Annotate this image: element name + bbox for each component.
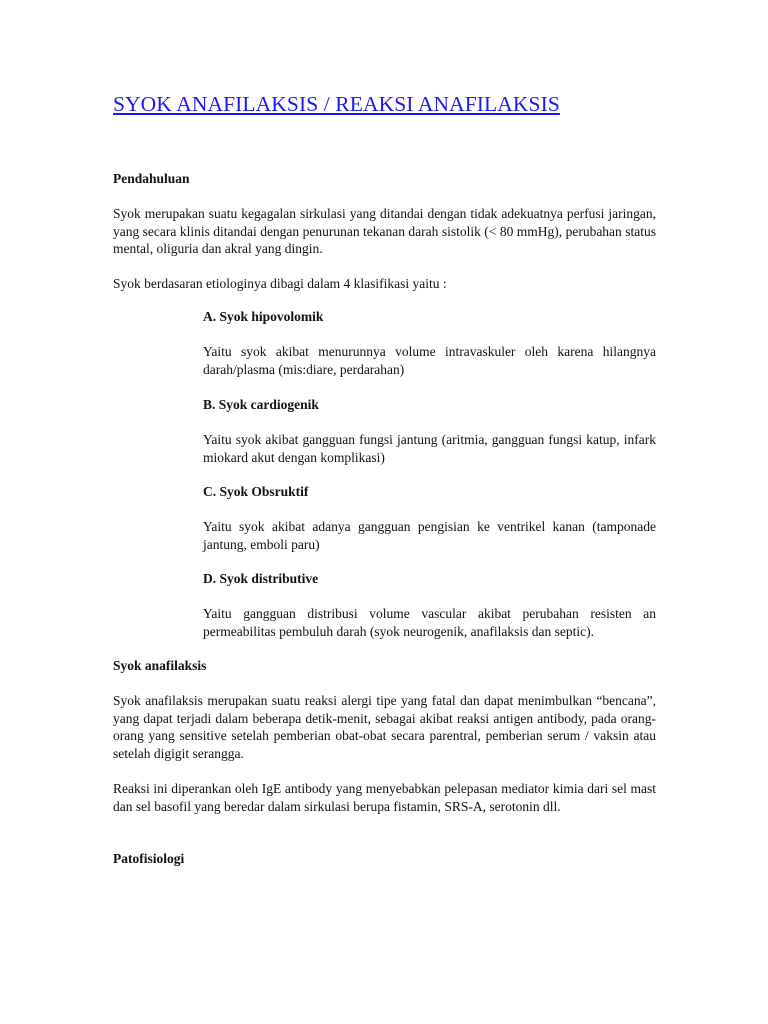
classification-text-d: Yaitu gangguan distribusi volume vascular akibat perubahan resisten an permeabilitas pembuluh darah (syok neurogenik, anafilaksis dan septic). (203, 606, 656, 639)
section-heading-patofisiologi: Patofisiologi (113, 851, 185, 866)
intro-paragraph-2: Syok berdasaran etiologinya dibagi dalam 4 klasifikasi yaitu : (113, 276, 447, 291)
classification-heading-a: A. Syok hipovolomik (203, 309, 324, 324)
classification-heading-d: D. Syok distributive (203, 571, 319, 586)
anaphylaxis-paragraph-2: Reaksi ini diperankan oleh IgE antibody yang menyebabkan pelepasan mediator kimia dari sel mast dan sel basofil yang beredar dalam sirkulasi berupa fistamin, SRS-A, serotonin dll. (113, 781, 656, 814)
classification-text-b: Yaitu syok akibat gangguan fungsi jantung (aritmia, gangguan fungsi katup, infark miokard akut dengan komplikasi) (203, 432, 656, 465)
classification-text-c: Yaitu syok akibat adanya gangguan pengisian ke ventrikel kanan (tamponade jantung, emboli paru) (203, 519, 656, 552)
anaphylaxis-paragraph-1: Syok anafilaksis merupakan suatu reaksi alergi tipe yang fatal dan dapat menimbulkan “bencana”, yang dapat terjadi dalam beberapa detik-menit, sebagai akibat reaksi antigen antibody, pada orang-orang yang sensitive setelah pemberian obat-obat secara parentral, pemberian serum / vaksin atau setelah digigit serangga. (113, 693, 656, 761)
classification-heading-c: C. Syok Obsruktif (203, 484, 309, 499)
section-heading-pendahuluan: Pendahuluan (113, 171, 190, 186)
classification-text-a: Yaitu syok akibat menurunnya volume intravaskuler oleh karena hilangnya darah/plasma (mis:diare, perdarahan) (203, 344, 656, 377)
document-title: SYOK ANAFILAKSIS / REAKSI ANAFILAKSIS (113, 92, 560, 116)
intro-paragraph-1: Syok merupakan suatu kegagalan sirkulasi yang ditandai dengan tidak adekuatnya perfusi jaringan, yang secara klinis ditandai dengan penurunan tekanan darah sistolik (< 80 mmHg), perubahan status mental, oliguria dan akral yang dingin. (113, 206, 656, 256)
section-heading-syok-anafilaksis: Syok anafilaksis (113, 658, 207, 673)
classification-heading-b: B. Syok cardiogenik (203, 397, 319, 412)
